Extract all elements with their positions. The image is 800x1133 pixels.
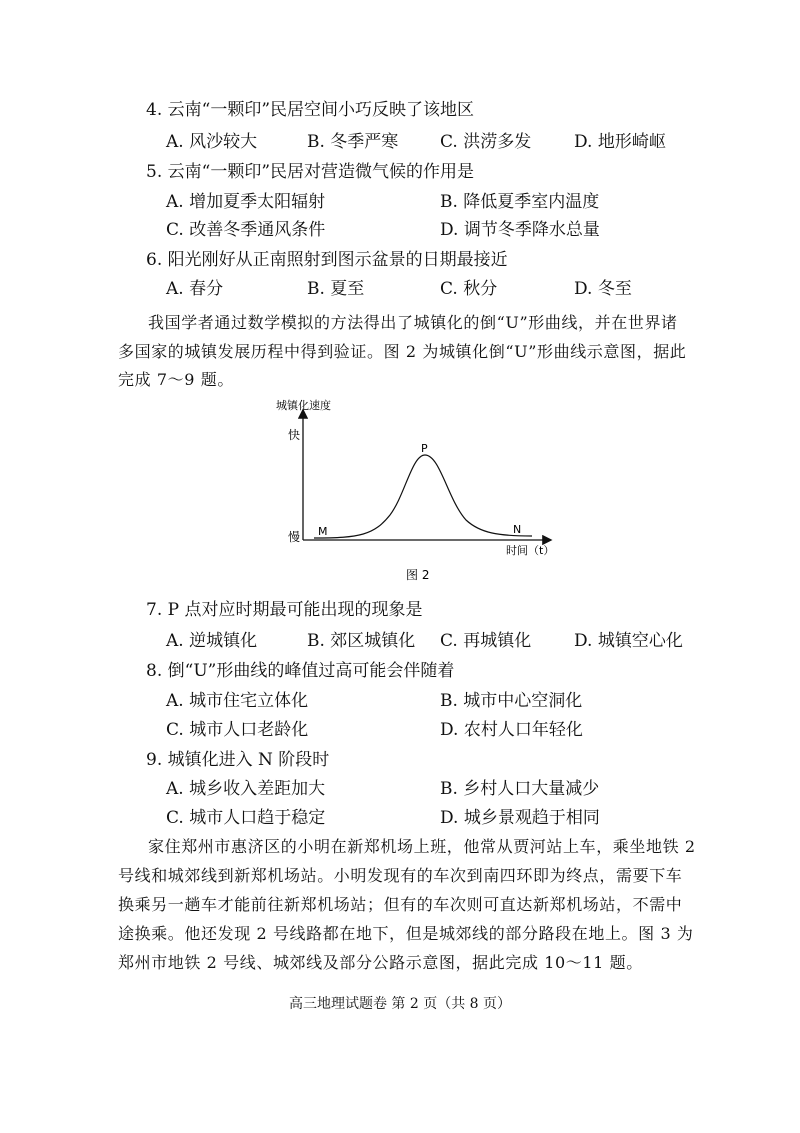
y-label-fast: 快 xyxy=(288,428,301,442)
point-m-label: M xyxy=(318,525,328,538)
q9-option-c: C. 城市人口趋于稳定 xyxy=(166,808,326,828)
q5-stem: 5. 云南“一颗印”民居对营造微气候的作用是 xyxy=(146,162,475,182)
intro1-line1: 我国学者通过数学模拟的方法得出了城镇化的倒“U”形曲线，并在世界诸 xyxy=(148,313,678,332)
q4-option-b: B. 冬季严寒 xyxy=(307,132,399,152)
q9-option-d: D. 城乡景观趋于相同 xyxy=(440,808,600,828)
q8-option-d: D. 农村人口年轻化 xyxy=(440,720,583,740)
q9-option-a: A. 城乡收入差距加大 xyxy=(166,779,326,799)
intro1-line3: 完成 7～9 题。 xyxy=(118,370,234,389)
intro2-line2: 号线和城郊线到新郑机场站。小明发现有的车次到南四环即为终点，需要下车 xyxy=(118,866,683,885)
q9-stem: 9. 城镇化进入 N 阶段时 xyxy=(146,750,330,770)
q7-option-d: D. 城镇空心化 xyxy=(574,631,683,651)
q7-option-b: B. 郊区城镇化 xyxy=(307,631,416,651)
q5-option-c: C. 改善冬季通风条件 xyxy=(166,220,326,240)
figure-2-u-curve xyxy=(270,395,570,590)
intro2-line1: 家住郑州市惠济区的小明在新郑机场上班，他常从贾河站上车，乘坐地铁 2 xyxy=(148,837,696,856)
q8-stem: 8. 倒“U”形曲线的峰值过高可能会伴随着 xyxy=(146,661,455,681)
page-footer: 高三地理试题卷 第 2 页（共 8 页） xyxy=(288,996,512,1012)
intro2-line4: 途换乘。他还发现 2 号线路都在地下，但是城郊线的部分路段在地上。图 3 为 xyxy=(118,924,694,943)
q4-option-a: A. 风沙较大 xyxy=(166,132,258,152)
intro2-line3: 换乘另一趟车才能前往新郑机场站；但有的车次则可直达新郑机场站，不需中 xyxy=(118,895,683,914)
q7-option-a: A. 逆城镇化 xyxy=(166,631,258,651)
intro1-line2: 多国家的城镇发展历程中得到验证。图 2 为城镇化倒“U”形曲线示意图，据此 xyxy=(118,342,687,361)
q9-option-b: B. 乡村人口大量减少 xyxy=(440,779,600,799)
q6-option-b: B. 夏至 xyxy=(307,279,365,299)
point-p-label: P xyxy=(421,442,428,455)
x-axis-title: 时间（t） xyxy=(506,544,555,557)
q6-option-a: A. 春分 xyxy=(166,279,224,299)
q8-option-b: B. 城市中心空洞化 xyxy=(440,691,583,711)
u-curve-line xyxy=(314,455,532,538)
q6-option-c: C. 秋分 xyxy=(440,279,498,299)
q4-option-d: D. 地形崎岖 xyxy=(574,132,666,152)
y-axis-title: 城镇化速度 xyxy=(276,399,331,412)
q4-stem: 4. 云南“一颗印”民居空间小巧反映了该地区 xyxy=(146,100,475,120)
q8-option-c: C. 城市人口老龄化 xyxy=(166,720,309,740)
figure-caption: 图 2 xyxy=(406,568,430,582)
q8-option-a: A. 城市住宅立体化 xyxy=(166,691,309,711)
q6-stem: 6. 阳光刚好从正南照射到图示盆景的日期最接近 xyxy=(146,250,508,270)
q6-option-d: D. 冬至 xyxy=(574,279,632,299)
y-label-slow: 慢 xyxy=(288,530,301,544)
intro2-line5: 郑州市地铁 2 号线、城郊线及部分公路示意图，据此完成 10～11 题。 xyxy=(118,953,643,972)
q7-option-c: C. 再城镇化 xyxy=(440,631,532,651)
q7-stem: 7. P 点对应时期最可能出现的现象是 xyxy=(146,600,423,620)
q5-option-a: A. 增加夏季太阳辐射 xyxy=(166,192,326,212)
point-n-label: N xyxy=(513,523,522,536)
q5-option-d: D. 调节冬季降水总量 xyxy=(440,220,600,240)
q5-option-b: B. 降低夏季室内温度 xyxy=(440,192,600,212)
q4-option-c: C. 洪涝多发 xyxy=(440,132,532,152)
